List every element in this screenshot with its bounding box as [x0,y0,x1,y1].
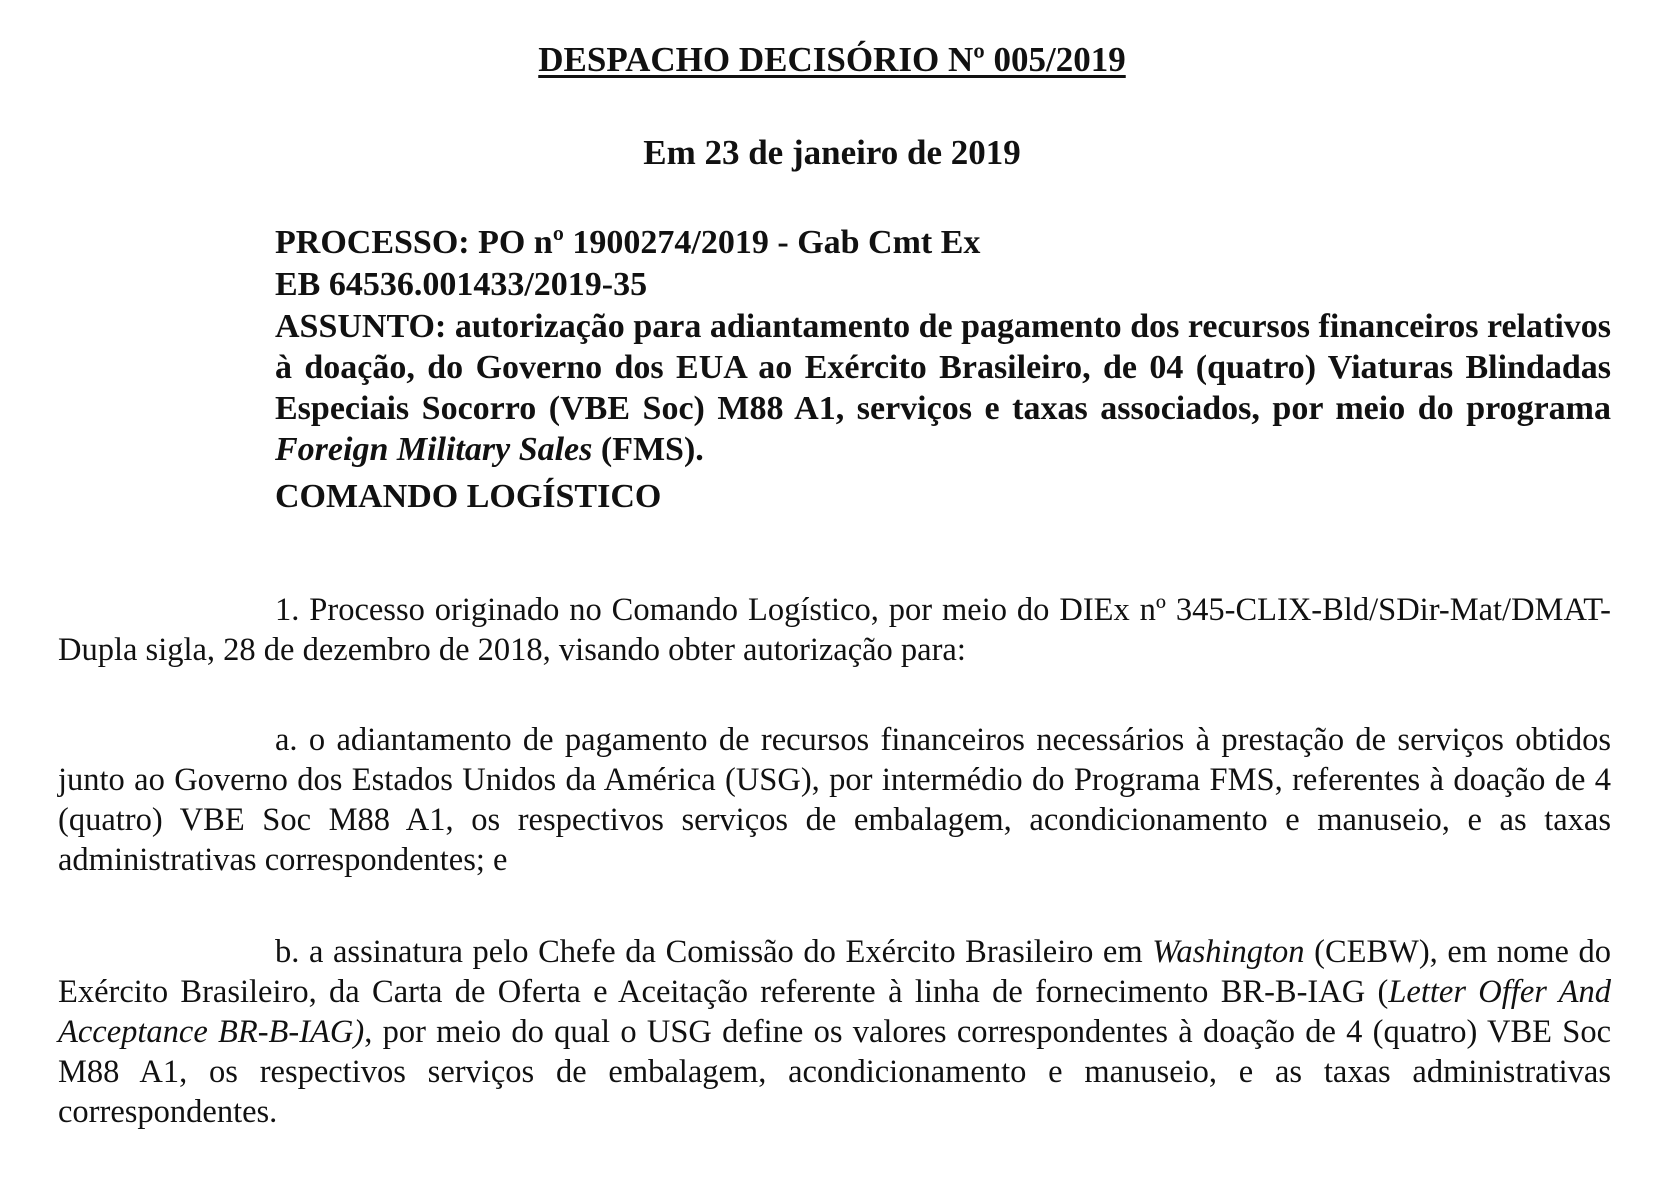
paragraph-b [58,932,1611,1132]
paragraph-1-text: 1. Processo originado no Comando Logístico, por meio do DIEx nº 345-CLIX-Bld/SDir-Mat/DMAT-Dupla sigla, 28 de dezembro de 2018, visando obter autorização para: [58,592,1611,668]
assunto-block [275,306,1611,470]
assunto-end-text: (FMS). [592,431,704,468]
document-title-text: DESPACHO DECISÓRIO Nº 005/2019 [538,40,1126,79]
process-header [275,222,1611,518]
comando-line: COMANDO LOGÍSTICO [275,478,662,515]
paragraph-a-text: a. o adiantamento de pagamento de recursos financeiros necessários à prestação de serviços obtidos junto ao Governo dos Estados Unidos da América (USG), por intermédio do Programa FMS, referentes à doação de 4 (quatro) VBE Soc M88 A1, os respectivos serviços de embalagem, acondicionamento e manuseio, e as taxas administrativas correspondentes; e [58,722,1611,878]
document-date: Em 23 de janeiro de 2019 [643,133,1021,172]
paragraph-b-italic-2: Letter Offer And Acceptance BR-B-IAG) [58,974,1612,1050]
paragraph-1 [58,590,1611,670]
document-title [0,38,1664,82]
paragraph-b-text-2: (CEBW), em nome do Exército Brasileiro, da Carta de Oferta e Aceitação referente à linha de fornecimento BR-B-IAG ( [58,934,1612,1010]
assunto-italic-text: Foreign Military Sales [275,431,593,468]
paragraph-a [58,720,1611,880]
assunto-main-text: ASSUNTO: autorização para adiantamento de pagamento dos recursos financeiros relativos à doação, do Governo dos EUA ao Exército Brasileiro, de 04 (quatro) Viaturas Blindadas Especiais Socorro (VBE Soc) M88 A1, serviços e taxas associados, por meio do programa [275,308,1611,427]
paragraph-b-text-3: , por meio do qual o USG define os valores correspondentes à doação de 4 (quatro) VBE Soc M88 A1, os respectivos serviços de embalagem, acondicionamento e manuseio, e as taxas administrativas correspondentes. [58,1014,1611,1130]
paragraph-b-italic-1: Washington [1152,934,1305,970]
eb-number-line: EB 64536.001433/2019-35 [275,266,648,303]
paragraph-b-text-1: b. a assinatura pelo Chefe da Comissão do Exército Brasileiro em [275,934,1153,970]
processo-line: PROCESSO: PO nº 1900274/2019 - Gab Cmt Ex [275,224,981,261]
